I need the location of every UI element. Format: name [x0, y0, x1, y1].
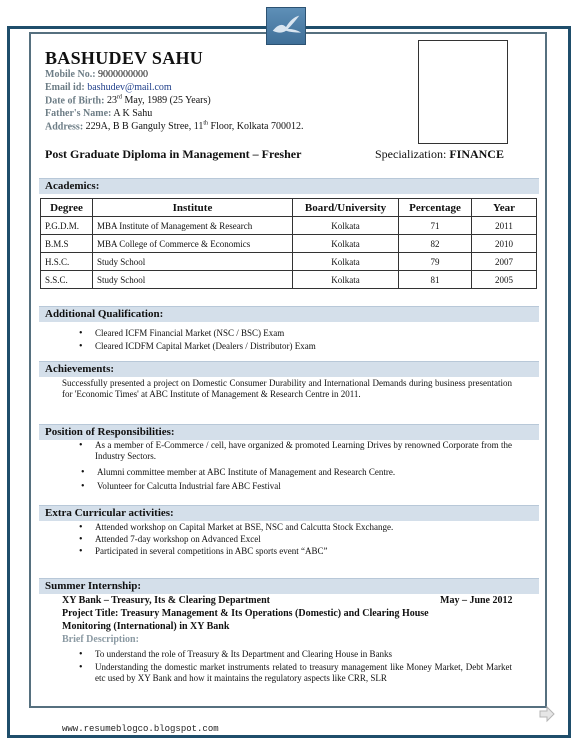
- list-item: • Cleared ICFM Financial Market (NSC / BSC) Exam: [95, 328, 284, 339]
- table-row: [41, 217, 537, 235]
- candidate-name: BASHUDEV SAHU: [45, 48, 204, 68]
- cell-institute: Study School: [93, 253, 293, 271]
- section-responsibilities: Position of Responsibilities:: [39, 424, 539, 440]
- section-academics: Academics:: [39, 178, 539, 194]
- internship-period: May – June 2012: [440, 595, 513, 606]
- bird-logo-icon: [266, 7, 306, 45]
- address-line: [45, 121, 303, 132]
- cell-board: Kolkata: [293, 253, 399, 271]
- objective-title: Post Graduate Diploma in Management – Fresher: [45, 147, 302, 161]
- list-item: • Participated in several competitions in ABC sports event “ABC”: [95, 546, 327, 557]
- list-item: • Attended 7-day workshop on Advanced Excel: [95, 534, 261, 545]
- table-row: [41, 253, 537, 271]
- col-percentage: Percentage: [399, 199, 472, 217]
- list-item: • Alumni committee member at ABC Institute of Management and Research Centre.: [97, 467, 395, 478]
- list-item: • As a member of E-Commerce / cell, have organized & promoted Learning Drives by renowned Corporate from the Industry Sectors.: [95, 440, 512, 462]
- cell-board: Kolkata: [293, 217, 399, 235]
- cell-institute: MBA Institute of Management & Research: [93, 217, 293, 235]
- photo-placeholder: [418, 40, 508, 144]
- dob-line: [45, 95, 211, 106]
- father-value: A K Sahu: [113, 108, 153, 119]
- list-item: • Attended workshop on Capital Market at BSE, NSC and Calcutta Stock Exchange.: [95, 522, 393, 533]
- internship-org: XY Bank – Treasury, Its & Clearing Department: [62, 595, 270, 606]
- email-link[interactable]: bashudev@mail.com: [87, 82, 172, 93]
- table-row: [41, 235, 537, 253]
- dob-label: Date of Birth:: [45, 95, 105, 107]
- cell-year: 2005: [472, 271, 537, 289]
- cell-institute: Study School: [93, 271, 293, 289]
- cell-board: Kolkata: [293, 271, 399, 289]
- father-line: [45, 108, 152, 119]
- brief-description-label: Brief Description:: [62, 634, 139, 645]
- cell-percentage: 71: [399, 217, 472, 235]
- mobile-label: Mobile No.:: [45, 69, 96, 80]
- cell-year: 2010: [472, 235, 537, 253]
- arrow-right-icon[interactable]: [538, 705, 556, 723]
- footer-url[interactable]: www.resumeblogco.blogspot.com: [62, 724, 219, 734]
- project-title-line1: Project Title: Treasury Management & Its Operations (Domestic) and Clearing House: [62, 608, 429, 619]
- table-header-row: [41, 199, 537, 217]
- specialization-value: FINANCE: [449, 147, 504, 161]
- section-additional-qualification: Additional Qualification:: [39, 306, 539, 322]
- email-line: [45, 82, 172, 93]
- col-board: Board/University: [293, 199, 399, 217]
- table-row: [41, 271, 537, 289]
- cell-degree: S.S.C.: [41, 271, 93, 289]
- specialization-label: Specialization:: [375, 147, 447, 161]
- cell-percentage: 82: [399, 235, 472, 253]
- email-label: Email id:: [45, 82, 85, 93]
- project-title-line2: Monitoring (International) in XY Bank: [62, 621, 230, 632]
- achievements-text: Successfully presented a project on Domestic Consumer Durability and International Demands during business presentation for 'Economic Times' at ABC Institute of Management & Research Centre in 2011.: [62, 378, 512, 399]
- list-item: • To understand the role of Treasury & Its Department and Clearing House in Banks: [95, 649, 392, 660]
- col-year: Year: [472, 199, 537, 217]
- section-extra-curricular: Extra Curricular activities:: [39, 505, 539, 521]
- section-summer-internship: Summer Internship:: [39, 578, 539, 594]
- cell-board: Kolkata: [293, 235, 399, 253]
- mobile-line: [45, 69, 148, 80]
- specialization: [375, 147, 504, 162]
- cell-institute: MBA College of Commerce & Economics: [93, 235, 293, 253]
- list-item: • Volunteer for Calcutta Industrial fare ABC Festival: [97, 481, 281, 492]
- dob-value: 23rd May, 1989 (25 Years): [106, 95, 211, 107]
- academics-table: [40, 198, 537, 289]
- cell-degree: B.M.S: [41, 235, 93, 253]
- list-item: • Cleared ICDFM Capital Market (Dealers / Distributor) Exam: [95, 341, 316, 352]
- cell-year: 2007: [472, 253, 537, 271]
- cell-year: 2011: [472, 217, 537, 235]
- address-value: 229A, B B Ganguly Stree, 11th Floor, Kolkata 700012.: [85, 121, 304, 133]
- col-institute: Institute: [93, 199, 293, 217]
- father-label: Father's Name:: [45, 108, 112, 119]
- list-item: • Understanding the domestic market instruments related to treasury management like Money Market, Debt Market etc used by XY Bank and how it maintains the regulatory aspects like CRR, SLR: [95, 662, 512, 684]
- mobile-value: 9000000000: [98, 69, 149, 80]
- section-achievements: Achievements:: [39, 361, 539, 377]
- cell-percentage: 81: [399, 271, 472, 289]
- col-degree: Degree: [41, 199, 93, 217]
- cell-percentage: 79: [399, 253, 472, 271]
- cell-degree: P.G.D.M.: [41, 217, 93, 235]
- address-label: Address:: [45, 121, 84, 133]
- cell-degree: H.S.C.: [41, 253, 93, 271]
